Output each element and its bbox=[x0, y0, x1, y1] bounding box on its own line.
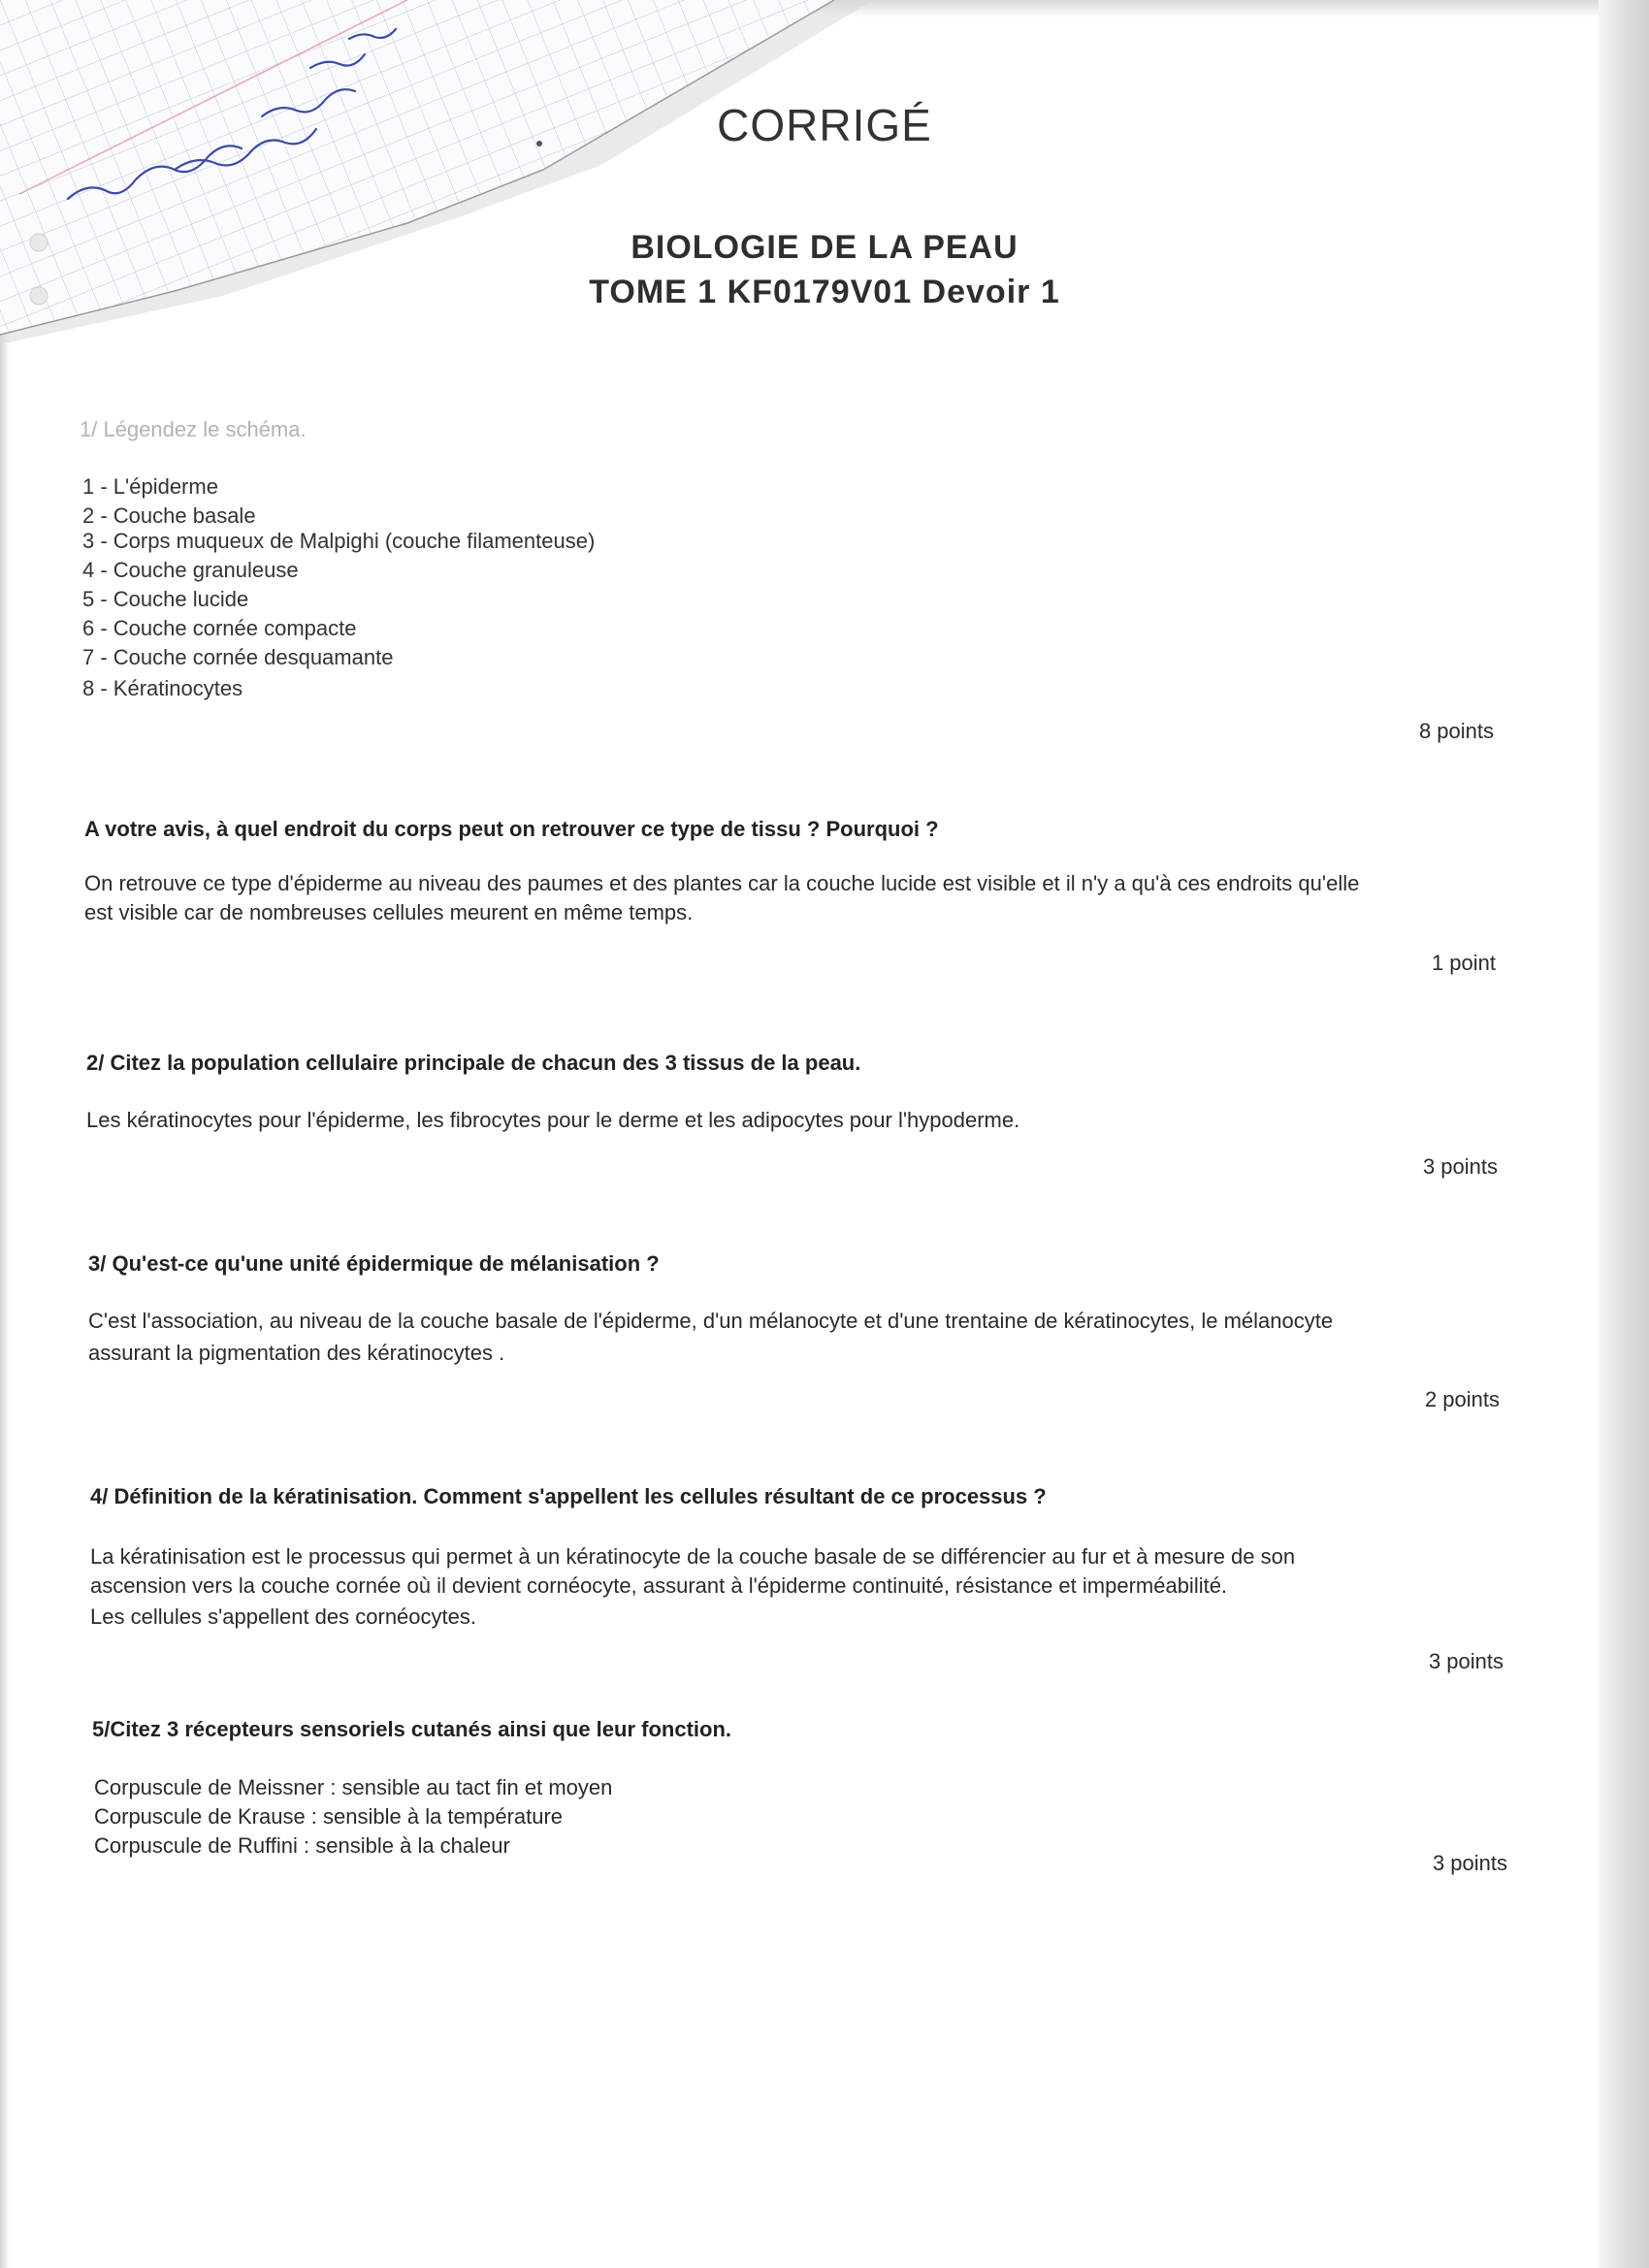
legend-item: 5 - Couche lucide bbox=[82, 587, 249, 611]
assignment-reference: TOME 1 KF0179V01 Devoir 1 bbox=[589, 274, 1060, 310]
answer-2: Les kératinocytes pour l'épiderme, les fibrocytes pour le derme et les adipocytes pour l'hypoderme. bbox=[86, 1108, 1020, 1132]
question-2: 2/ Citez la population cellulaire principale de chacun des 3 tissus de la peau. bbox=[86, 1051, 861, 1075]
question-1: 1/ Légendez le schéma. bbox=[80, 417, 307, 441]
answer-3-line2: assurant la pigmentation des kératinocytes . bbox=[88, 1341, 505, 1365]
legend-item: 1 - L'épiderme bbox=[82, 474, 218, 499]
scan-left-edge bbox=[0, 272, 10, 2268]
question-1b: A votre avis, à quel endroit du corps peut on retrouver ce type de tissu ? Pourquoi ? bbox=[84, 817, 939, 841]
legend-item: 2 - Couche basale bbox=[82, 503, 256, 528]
points-q3: 2 points bbox=[1424, 1387, 1500, 1411]
answer-4-line3: Les cellules s'appellent des cornéocytes. bbox=[90, 1604, 476, 1629]
receptor-item: Corpuscule de Ruffini : sensible à la chaleur bbox=[94, 1833, 510, 1858]
question-5: 5/Citez 3 récepteurs sensoriels cutanés ainsi que leur fonction. bbox=[92, 1717, 731, 1741]
points-q5: 3 points bbox=[1432, 1851, 1507, 1875]
question-4: 4/ Définition de la kératinisation. Comment s'appellent les cellules résultant de ce processus ? bbox=[90, 1484, 1047, 1508]
subject-title: BIOLOGIE DE LA PEAU bbox=[630, 229, 1018, 266]
answer-1b-line2: est visible car de nombreuses cellules meurent en même temps. bbox=[84, 900, 694, 924]
answer-4-line1: La kératinisation est le processus qui permet à un kératinocyte de la couche basale de se différencier au fur et à mesure de son bbox=[90, 1544, 1296, 1569]
points-q1b: 1 point bbox=[1431, 951, 1496, 975]
points-q4: 3 points bbox=[1428, 1649, 1504, 1673]
legend-item: 3 - Corps muqueux de Malpighi (couche filamenteuse) bbox=[82, 529, 596, 553]
receptor-item: Corpuscule de Krause : sensible à la température bbox=[94, 1804, 564, 1829]
answer-1b-line1: On retrouve ce type d'épiderme au niveau des paumes et des plantes car la couche lucide est visible et il n'y a qu'à ces endroits qu'elle bbox=[84, 871, 1360, 895]
points-q1: 8 points bbox=[1418, 719, 1494, 743]
document-title: CORRIGÉ bbox=[717, 100, 932, 150]
receptor-item: Corpuscule de Meissner : sensible au tact fin et moyen bbox=[94, 1775, 613, 1799]
legend-item: 4 - Couche granuleuse bbox=[82, 558, 299, 582]
answer-3-line1: C'est l'association, au niveau de la couche basale de l'épiderme, d'un mélanocyte et d'une trentaine de kératinocytes, le mélanocyte bbox=[88, 1309, 1334, 1333]
legend-item: 6 - Couche cornée compacte bbox=[82, 616, 357, 640]
legend-item: 8 - Kératinocytes bbox=[82, 676, 243, 700]
answer-4-line2: ascension vers la couche cornée où il devient cornéocyte, assurant à l'épiderme continuité, résistance et imperméabilité. bbox=[90, 1573, 1228, 1598]
question-3: 3/ Qu'est-ce qu'une unité épidermique de mélanisation ? bbox=[88, 1251, 660, 1276]
legend-item: 7 - Couche cornée desquamante bbox=[82, 645, 394, 669]
points-q2: 3 points bbox=[1422, 1154, 1498, 1179]
